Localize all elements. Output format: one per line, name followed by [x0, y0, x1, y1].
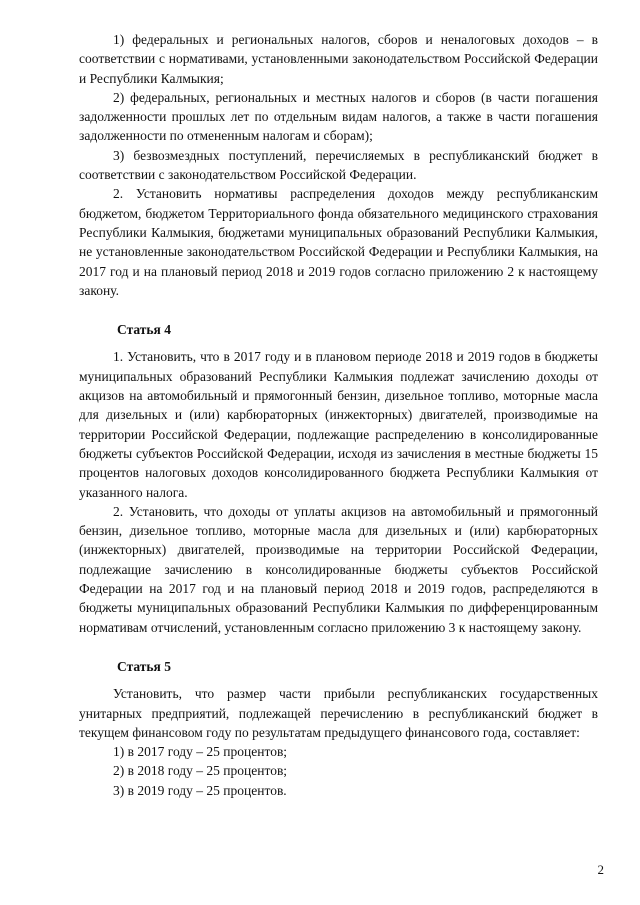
article3-point-2: 2. Установить нормативы распределения доходов между республиканским бюджетом, бюджетом Территориального фонда обязательного медицинского страхования Республики Калмыкия, бюджетами муниципальных образований Республики Калмыкия, не установленные законодательством Российской Федерации и Республики Калмыкия, на 2017 год и на плановый период 2018 и 2019 годов согласно приложению 2 к настоящему закону.	[79, 186, 598, 298]
intro-item-1: 1) федеральных и региональных налогов, сборов и неналоговых доходов – в соответствии с нормативами, установленными законодательством Российской Федерации и Республики Калмыкия;	[79, 32, 598, 86]
article4-title: Статья 4	[117, 322, 171, 338]
document-body	[79, 30, 598, 800]
article5-item-2: 2) в 2018 году – 25 процентов;	[113, 763, 288, 779]
page-number: 2	[597, 862, 604, 877]
intro-item-3: 3) безвозмездных поступлений, перечисляемых в республиканский бюджет в соответствии с законодательством Российской Федерации.	[79, 147, 598, 183]
article5-title: Статья 5	[117, 658, 171, 674]
article4-paragraph-1: 1. Установить, что в 2017 году и в плановом периоде 2018 и 2019 годов в бюджеты муниципальных образований Республики Калмыкия подлежат зачислению доходы от акцизов на автомобильный и прямогонный бензин, дизельное топливо, моторные масла для дизельных и (или) карбюраторных (инжекторных) двигателей, производимые на территории Российской Федерации, подлежащие распределению в консолидированные бюджеты субъектов Российской Федерации, исходя из зачисления в местные бюджеты 15 процентов налоговых доходов консолидированного бюджета Республики Калмыкия от указанного налога.	[79, 349, 598, 500]
article5-item-1: 1) в 2017 году – 25 процентов;	[113, 744, 288, 760]
article5-item-3: 3) в 2019 году – 25 процентов.	[113, 782, 287, 798]
article5-intro: Установить, что размер части прибыли республиканских государственных унитарных предприятий, подлежащей перечислению в республиканский бюджет в текущем финансовом году по результатам предыдущего финансового года, составляет:	[79, 686, 598, 740]
article4-paragraph-2: 2. Установить, что доходы от уплаты акцизов на автомобильный и прямогонный бензин, дизельное топливо, моторные масла для дизельных и (или) карбюраторных (инжекторных) двигателей, производимые на территории Российской Федерации, подлежащие зачислению в консолидированные бюджеты субъектов Российской Федерации на 2017 год и на плановый период 2018 и 2019 годов, распределяются в бюджеты муниципальных образований Республики Калмыкия по дифференцированным нормативам отчислений, установленным согласно приложению 3 к настоящему закону.	[79, 503, 598, 635]
intro-item-2: 2) федеральных, региональных и местных налогов и сборов (в части погашения задолженности прошлых лет по отдельным видам налогов, а также в части погашения задолженности по отмененным налогам и сборам);	[79, 89, 598, 144]
